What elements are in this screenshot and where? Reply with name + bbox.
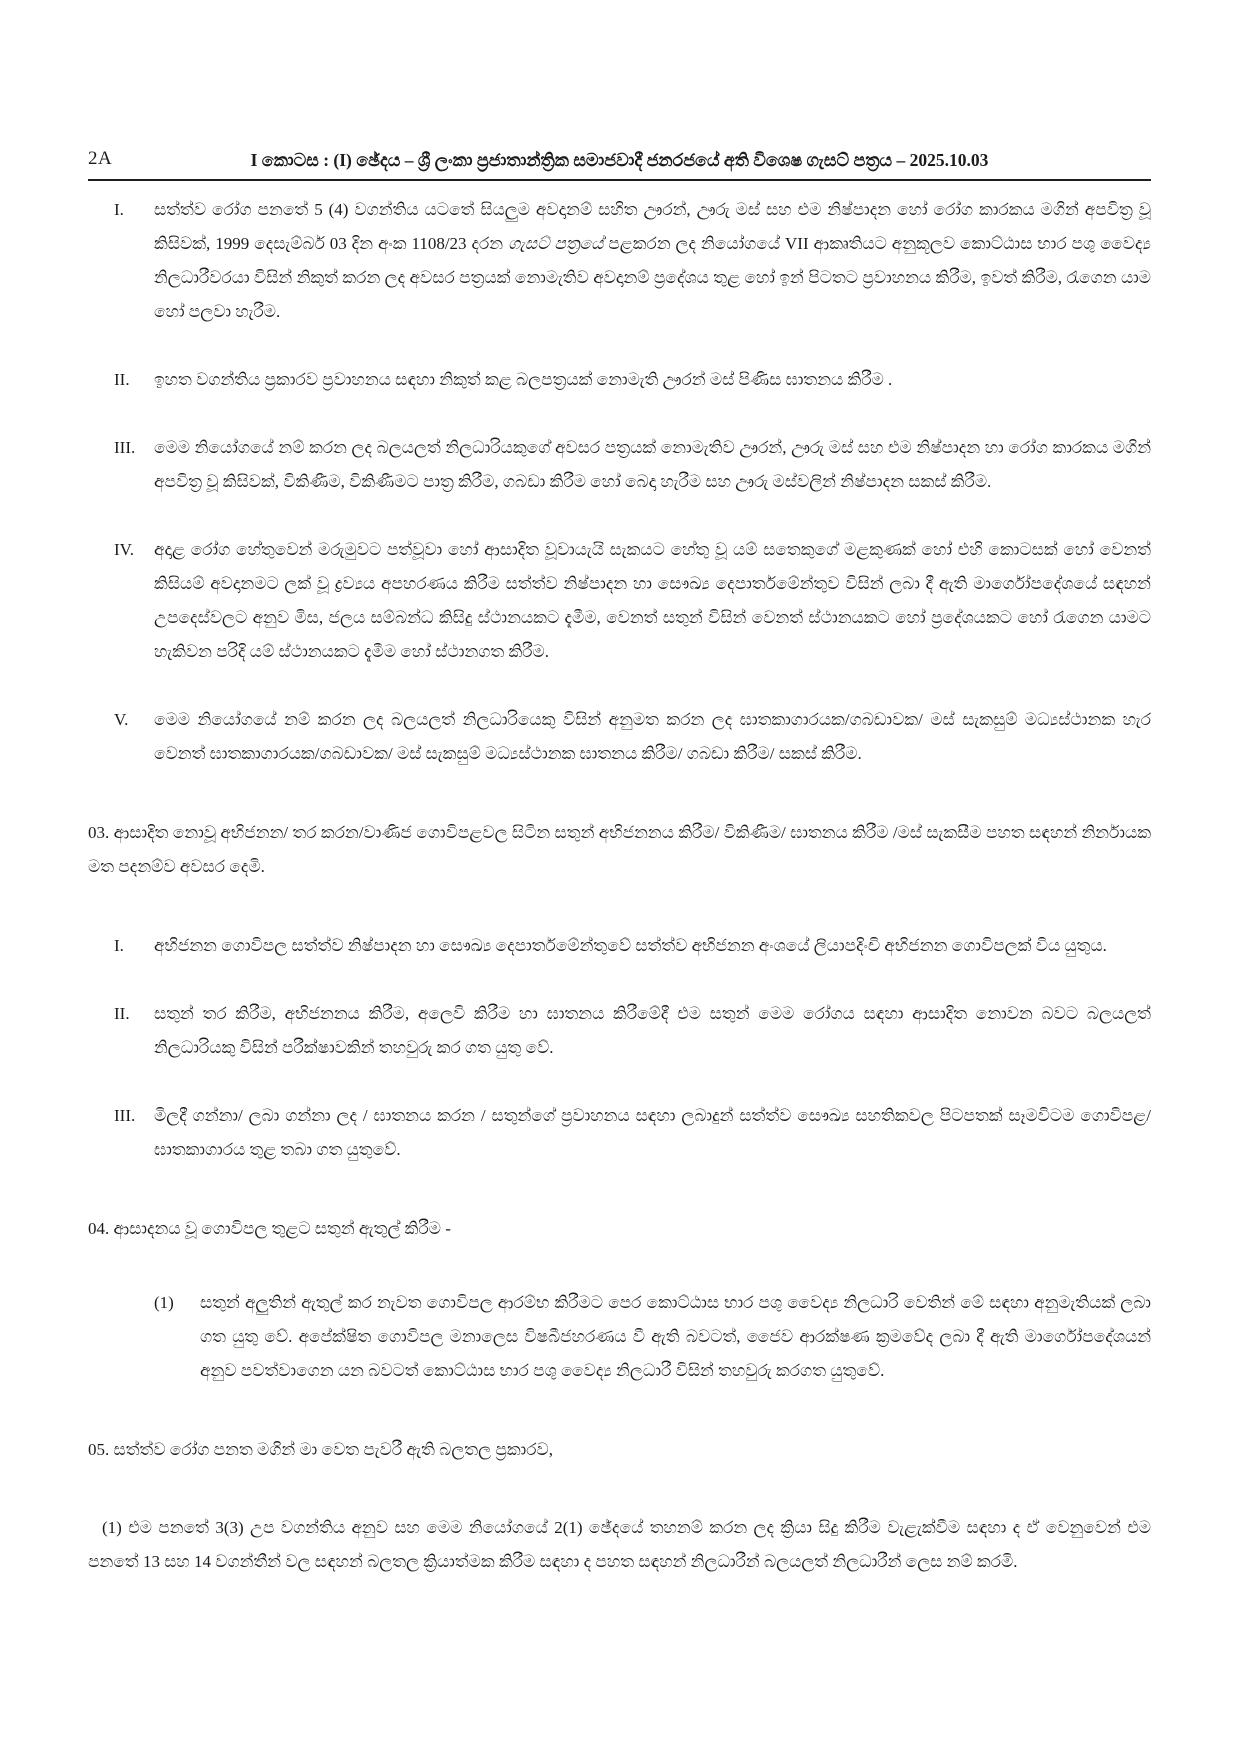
- clause-03-criteria-list: [88, 929, 1151, 1167]
- clause-04-paragraph: 04. ආසාදනය වූ ගොවිපල තුළට සතුන් ඇතුල් කිරීම -: [88, 1219, 451, 1238]
- item-numeral: I.: [114, 936, 124, 955]
- subitem-numeral: (1): [154, 1293, 174, 1312]
- list-item-3: [88, 431, 1151, 499]
- clause-05-empowerment-paragraph: (1) එම පනතේ 3(3) උප වගන්තිය අනුව සහ මෙම නියෝගයේ 2(1) ඡේදයේ තහනම් කරන ලද ක්‍රියා සිදු කිරීම වැළැක්වීම සඳහා ද ඒ වෙනුවෙන් එම පනතේ 13 සහ 14 වගන්තීන් වල සඳහන් බලතල ක්‍රියාත්මක කිරීම සඳහා ද පහත සඳහන් නිලධාරීන් බලයලත් නිලධාරීන් ලෙස නම් කරමි.: [88, 1518, 1151, 1571]
- item-text: ඉහත වගන්තිය ප්‍රකාරව ප්‍රවාහනය සඳහා නිකුත් කළ බලපත්‍රයක් නොමැති ඌරන් මස් පිණිස ඝාතනය කිරීම .: [154, 370, 893, 389]
- item-text: [154, 193, 1151, 329]
- list-item-1: [88, 193, 1151, 329]
- prohibited-acts-list: [88, 193, 1151, 771]
- header-divider: [88, 179, 1151, 181]
- list-item-2: [88, 363, 1151, 397]
- list-item-4: [88, 533, 1151, 669]
- item-numeral: V.: [114, 710, 129, 729]
- item-text-segment: සත්ත්ව රෝග පනතේ 5 (4) වගන්තිය යටතේ සියලුම අවදානම් සහිත ඌරන්, ඌරු මස් සහ එම නිෂ්පාදන හෝ රෝග කාරකය මගින් අපවිත්‍ර වූ කිසිවක්, 1999 දෙසැම්බර් 03 දින අංක 1108/23 දරන: [154, 200, 1151, 253]
- criteria-item-2: [88, 997, 1151, 1065]
- list-item-5: [88, 703, 1151, 771]
- page-number: 2A: [88, 148, 113, 169]
- item-text-segment: පළකරන ලද නියෝගයේ VII ආකෘතියට අනුකූලව කොට්ඨාස භාර පශු වෛද්‍ය නිලධාරීවරයා විසින් නිකුත් කරන ලද අවසර පත්‍රයක් නොමැතිව අවදානම් ප්‍රදේශය තුළ හෝ ඉන් පිටතට ප්‍රවාහනය කිරීම, ඉවත් කිරීම, රැගෙන යාම හෝ පලවා හැරීම.: [154, 234, 1151, 321]
- item-numeral: II.: [114, 370, 130, 389]
- item-numeral: III.: [114, 438, 136, 457]
- gazette-header-title: I කොටස : (I) ඡේදය – ශ්‍රී ලංකා ප්‍රජාතාන්ත්‍රික සමාජවාදී ජනරජයේ අති විශෙෂ ගැසට් පත්‍රය – 2025.10.03: [250, 150, 989, 170]
- item-text: මෙම නියෝගයේ නම් කරන ලද බලයලත් නිලධාරියෙකු විසින් අනුමත කරන ලද ඝාතකාගාරයක/ගබඩාවක/ මස් සැකසුම් මධ්‍යස්ථානක හැර වෙනත් ඝාතකාගාරයක/ගබඩාවක/ මස් සැකසුම් මධ්‍යස්ථානක ඝාතනය කිරීම/ ගබඩා කිරීම/ සකස් කිරීම.: [154, 710, 1151, 763]
- item-text: සතුන් තර කිරීම, අභිජනනය කිරීම, අලෙවි කිරීම හා ඝාතනය කිරීමේදී එම සතුන් මෙම රෝගය සඳහා ආසාදිත නොවන බවට බලයලත් නිලධාරියකු විසින් පරීක්ෂාවකින් තහවුරු කර ගත යුතු වේ.: [154, 1004, 1151, 1057]
- subitem-text: සතුන් අලුතින් ඇතුල් කර නැවත ගොවිපල ආරම්භ කිරීමට පෙර කොට්ඨාස භාර පශු වෛද්‍ය නිලධාරි වෙතින් මේ සඳහා අනුමැතියක් ලබා ගත යුතු වේ. අපේක්ෂිත ගොවිපල මනාලෙස විෂබීජහරණය වී ඇති බවටත්, ජෛව ආරක්ෂණ ක්‍රමවේද ලබා දී ඇති මාර්ගෝපදේශයන් අනුව පවත්වාගෙන යන බවටත් කොට්ඨාස භාර පශු වෛද්‍ය නිලධාරී විසින් තහවුරු කරගත යුතුවේ.: [200, 1293, 1151, 1380]
- item-text: අදාළ රෝග හේතුවෙන් මරුමුවට පත්වූවා හෝ ආසාදිත වූවායැයි සැකයට හේතු වූ යම් සතෙකුගේ මළකුණක් හෝ එහි කොටසක් හෝ වෙනත් කිසියම් අවදානමට ලක් වූ ද්‍රව්‍යය අපහරණය කිරීම සත්ත්ව නිෂ්පාදන හා සෞඛ්‍ය දෙපාර්තමේන්තුව විසින් ලබා දී ඇති මාර්ගෝපදේශයේ සඳහන් උපදෙස්වලට අනුව මිස, ජලය සම්බන්ධ කිසිදු ස්ථානයකට දැමීම, වෙනත් සතුන් විසින් වෙනත් ස්ථානයකට හෝ ප්‍රදේශයකට හෝ රැගෙන යාමට හැකිවන පරිදි යම් ස්ථානයකට දැමීම හෝ ස්ථානගත කිරීම.: [154, 540, 1151, 661]
- criteria-item-3: [88, 1099, 1151, 1167]
- item-text: මිලදී ගන්නා/ ලබා ගන්නා ලද / ඝාතනය කරන / සතුන්ගේ ප්‍රවාහනය සඳහා ලබාදුන් සත්ත්ව සෞඛ්‍ය සහතිකවල පිටපතක් සෑමවිටම ගොවිපළ/ ඝාතකාගාරය තුළ තබා ගත යුතුවේ.: [154, 1106, 1151, 1159]
- page-header: [88, 148, 1151, 181]
- criteria-item-1: [88, 929, 1151, 963]
- item-text: මෙම නියෝගයේ නම් කරන ලද බලයලත් නිලධාරියකුගේ අවසර පත්‍රයක් නොමැතිව ඌරන්, ඌරු මස් සහ එම නිෂ්පාදන හා රෝග කාරකය මගින් අපවිත්‍ර වූ කිසිවක්, විකිණීම, විකිණීමට පාත්‍ර කිරීම, ගබඩා කිරීම හෝ බෙදා හැරීම සහ ඌරු මස්වලින් නිෂ්පාදන සකස් කිරීම.: [154, 438, 1151, 491]
- clause-05-paragraph: 05. සත්ත්ව රෝග පනත මගින් මා වෙත පැවරී ඇති බලතල ප්‍රකාරව,: [88, 1440, 553, 1459]
- item-numeral: IV.: [114, 540, 134, 559]
- item-numeral: II.: [114, 1004, 130, 1023]
- item-numeral: III.: [114, 1106, 136, 1125]
- page-content: [88, 193, 1151, 1579]
- gazette-reference-italic: ගැසට් පත්‍රයේ: [507, 234, 604, 253]
- item-numeral: I.: [114, 200, 124, 219]
- clause-03-paragraph: 03. ආසාදිත නොවූ අභිජනන/ තර කරන/වාණිජ ගොවිපළවල සිටින සතුන් අභිජනනය කිරීම/ විකිණීම/ ඝාතනය කිරීම /මස් සැකසීම පහත සඳහන් නිර්නායක මත පදනම්ව අවසර දෙමි.: [88, 823, 1151, 876]
- item-text: අභිජනන ගොවිපල සත්ත්ව නිෂ්පාදන හා සෞඛ්‍ය දෙපාර්තමේන්තුවේ සත්ත්ව අභිජනන අංශයේ ලියාපදිංචි අභිජනන ගොවිපලක් විය යුතුය.: [154, 936, 1107, 955]
- clause-04-subitem-1: [88, 1286, 1151, 1388]
